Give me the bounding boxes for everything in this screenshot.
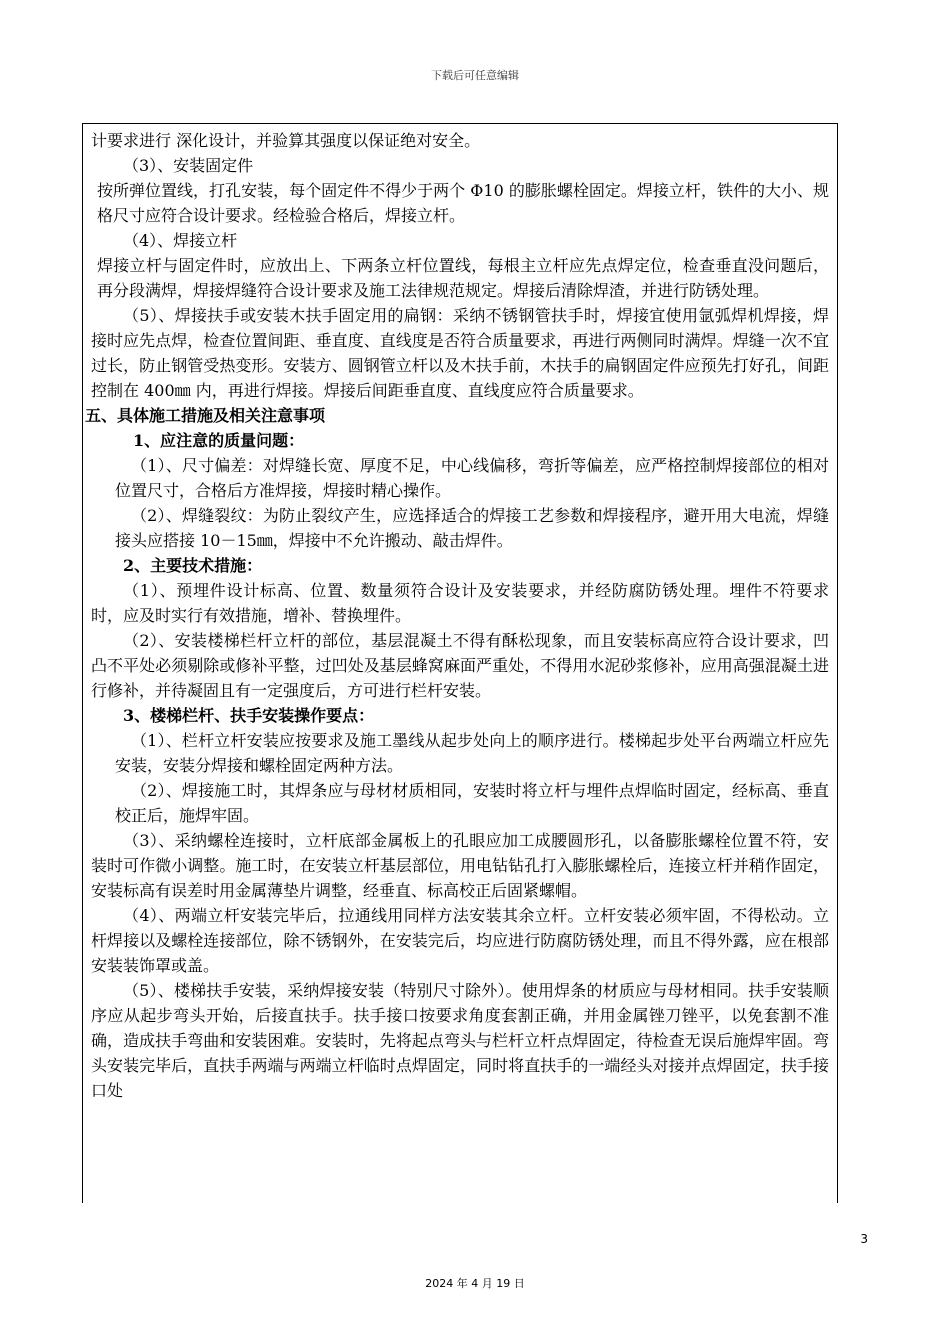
paragraph: （3）、采纳螺栓连接时，立杆底部金属板上的孔眼应加工成腰圆形孔，以备膨胀螺栓位置不符，安装时可作微小调整。施工时，在安装立杆基层部位，用电钻钻孔打入膨胀螺栓后，连接立杆并稍作固定，安装标高有误差时用金属薄垫片调整，经垂直、标高校正后固紧螺帽。 <box>91 831 829 900</box>
paragraph: 计要求进行 深化设计，并验算其强度以保证绝对安全。 <box>91 131 481 150</box>
paragraph: （1）、尺寸偏差：对焊缝长宽、厚度不足，中心线偏移，弯折等偏差，应严格控制焊接部位的相对位置尺寸，合格后方准焊接，焊接时精心操作。 <box>115 456 829 500</box>
paragraph: （4）、两端立杆安装完毕后，拉通线用同样方法安装其余立杆。立杆安装必须牢固，不得松动。立杆焊接以及螺栓连接部位，除不锈钢外，在安装完后，均应进行防腐防锈处理，而且不得外露，应在根部安装装饰罩或盖。 <box>91 906 829 975</box>
paragraph: （1）、栏杆立杆安装应按要求及施工墨线从起步处向上的顺序进行。楼梯起步处平台两端立杆应先安装，安装分焊接和螺栓固定两种方法。 <box>115 731 829 775</box>
paragraph: （5）、楼梯扶手安装，采纳焊接安装（特别尺寸除外）。使用焊条的材质应与母材相同。扶手安装顺序应从起步弯头开始，后接直扶手。扶手接口按要求角度套割正确，并用金属锉刀锉平，以免套割不准确，造成扶手弯曲和安装困难。安装时，先将起点弯头与栏杆立杆点焊固定，待检查无误后施焊牢固。弯头安装完毕后，直扶手两端与两端立杆临时点焊固定，同时将直扶手的一端经头对接并点焊固定，扶手接口处 <box>91 981 829 1100</box>
section-heading: 五、具体施工措施及相关注意事项 <box>85 406 326 425</box>
section-subheading: 3、楼梯栏杆、扶手安装操作要点： <box>123 706 375 725</box>
subheading: （3）、安装固定件 <box>123 156 254 175</box>
paragraph: （1）、预埋件设计标高、位置、数量须符合设计及安装要求，并经防腐防锈处理。埋件不符要求时，应及时实行有效措施，增补、替换埋件。 <box>91 581 829 625</box>
paragraph: 按所弹位置线，打孔安装，每个固定件不得少于两个 Φ10 的膨胀螺栓固定。焊接立杆，铁件的大小、规格尺寸应符合设计要求。经检验合格后，焊接立杆。 <box>97 181 829 225</box>
subheading: （4）、焊接立杆 <box>123 231 238 250</box>
document-body <box>83 124 837 1103</box>
document-table-frame <box>82 123 838 1203</box>
section-subheading: 2、主要技术措施： <box>123 556 263 575</box>
footer-date: 2024 年 4 月 19 日 <box>425 1277 525 1290</box>
page-number: 3 <box>860 1232 868 1246</box>
paragraph: （2）、安装楼梯栏杆立杆的部位，基层混凝土不得有酥松现象，而且安装标高应符合设计要求，凹凸不平处必须剔除或修补平整，过凹处及基层蜂窝麻面严重处，不得用水泥砂浆修补，应用高强混凝土进行修补，并待凝固且有一定强度后，方可进行栏杆安装。 <box>91 631 829 700</box>
paragraph: （2）、焊缝裂纹：为防止裂纹产生，应选择适合的焊接工艺参数和焊接程序，避开用大电流，焊缝接头应搭接 10－15㎜，焊接中不允许搬动、敲击焊件。 <box>115 506 829 550</box>
section-subheading: 1、应注意的质量问题： <box>133 431 305 450</box>
paragraph: （2）、焊接施工时，其焊条应与母材材质相同，安装时将立杆与埋件点焊临时固定，经标高、垂直校正后，施焊牢固。 <box>115 781 829 825</box>
paragraph: （5）、焊接扶手或安装木扶手固定用的扁钢：采纳不锈钢管扶手时，焊接宜使用氩弧焊机焊接，焊接时应先点焊，检查位置间距、垂直度、直线度是否符合质量要求，再进行两侧同时满焊。焊缝一次不宜过长，防止钢管受热变形。安装方、圆钢管立杆以及木扶手前，木扶手的扁钢固定件应预先打好孔，间距控制在 400㎜ 内，再进行焊接。焊接后间距垂直度、直线度应符合质量要求。 <box>91 306 829 400</box>
header-note: 下载后可任意编辑 <box>431 69 519 82</box>
paragraph: 焊接立杆与固定件时，应放出上、下两条立杆位置线，每根主立杆应先点焊定位，检查垂直没问题后，再分段满焊，焊接焊缝符合设计要求及施工法律规范规定。焊接后清除焊渣，并进行防锈处理。 <box>97 256 829 300</box>
